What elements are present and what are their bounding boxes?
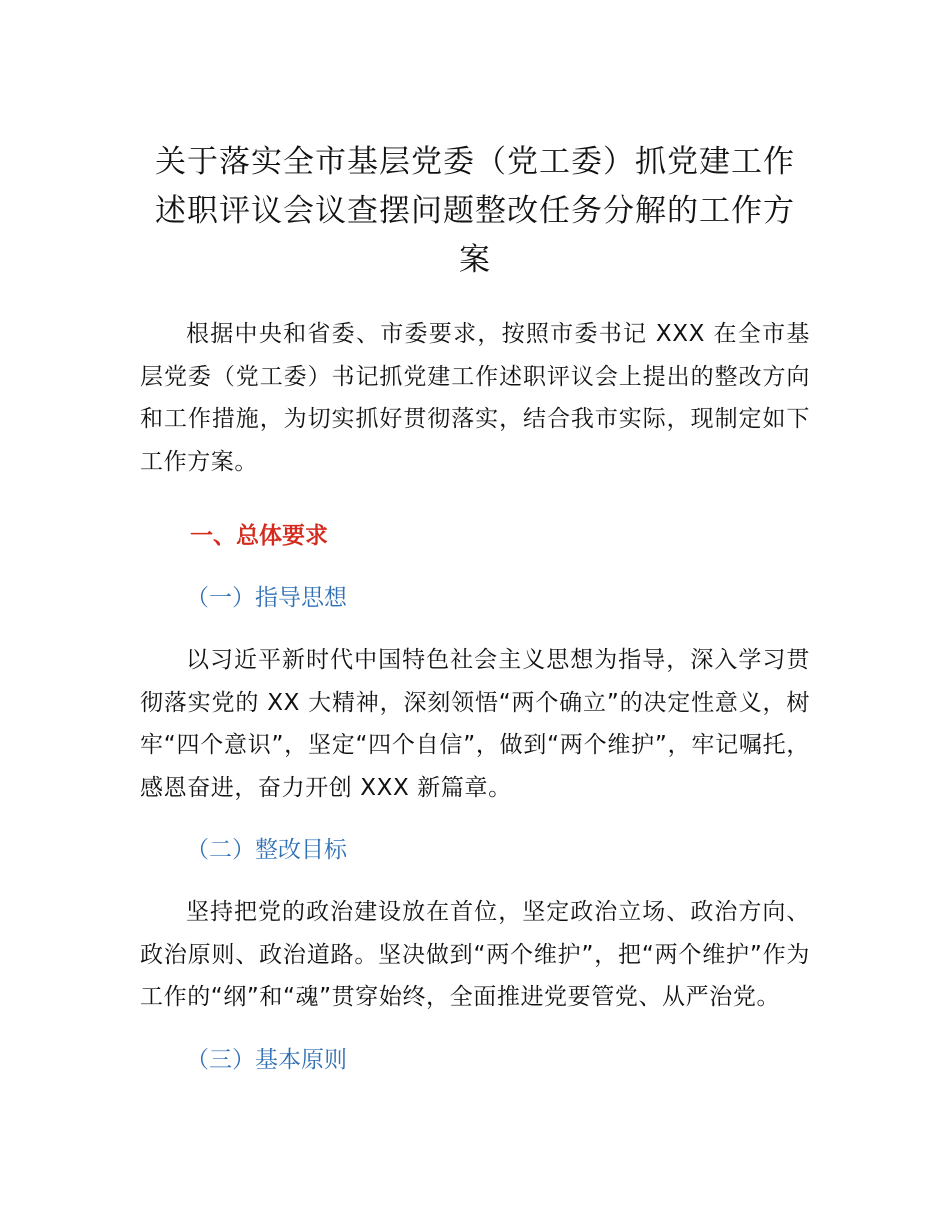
spacer xyxy=(140,871,810,891)
spacer xyxy=(140,483,810,515)
rectification-goals-paragraph: 坚持把党的政治建设放在首位，坚定政治立场、政治方向、政治原则、政治道路。坚决做到“两个维护”，把“两个维护”作为工作的“纲”和“魂”贯穿始终，全面推进党要管党、从严治党。 xyxy=(140,899,810,1010)
section-heading-general-requirements: 一、总体要求 xyxy=(190,523,328,549)
spacer xyxy=(140,619,810,639)
spacer xyxy=(140,1019,810,1039)
guiding-ideology-paragraph: 以习近平新时代中国特色社会主义思想为指导，深入学习贯彻落实党的 XX 大精神，深刻领悟“两个确立”的决定性意义，树牢“四个意识”，坚定“四个自信”，做到“两个维护”，牢记嘱托，感恩奋进，奋力开创 XXX 新篇章。 xyxy=(140,647,810,801)
document-title: 关于落实全市基层党委（党工委）抓党建工作述职评议会议查摆问题整改任务分解的工作方案 xyxy=(155,144,795,278)
spacer xyxy=(140,809,810,829)
subsection-heading-basic-principles: （三）基本原则 xyxy=(186,1046,347,1073)
subsection-heading-rectification-goals: （二）整改目标 xyxy=(186,837,347,863)
spacer xyxy=(140,557,810,577)
intro-paragraph: 根据中央和省委、市委要求，按照市委书记 XXX 在全市基层党委（党工委）书记抓党建工作述职评议会上提出的整改方向和工作措施，为切实抓好贯彻落实，结合我市实际，现制定如下工作方案。 xyxy=(140,321,810,475)
subsection-heading-guiding-ideology: （一）指导思想 xyxy=(186,585,347,611)
